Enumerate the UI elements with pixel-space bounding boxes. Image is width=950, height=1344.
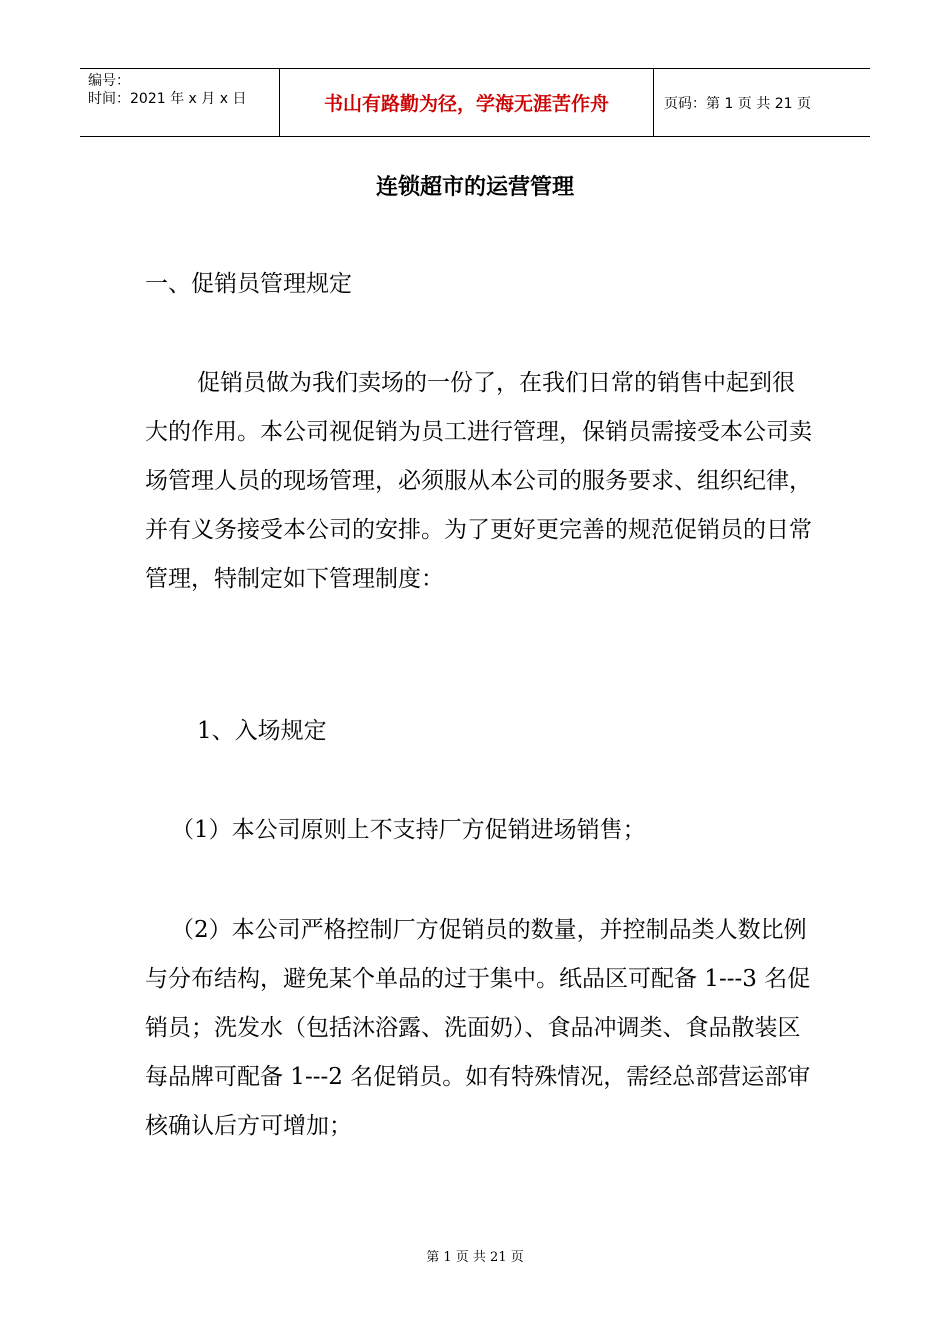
intro-paragraph: 促销员做为我们卖场的一份了，在我们日常的销售中起到很大的作用。本公司视促销为员工进行管理，保销员需接受本公司卖场管理人员的现场管理，必须服从本公司的服务要求、组织纪律，并有义务接受本公司的安排。为了更好更完善的规范促销员的日常管理，特制定如下管理制度： [145,370,812,592]
header-page-info: 页码：第 1 页 共 21 页 [664,95,811,112]
page-footer: 第 1 页 共 21 页 [426,1250,524,1265]
rule-item-1: （1）本公司原则上不支持厂方促销进场销售； [171,817,646,843]
header-date-label: 时间：2021 年 x 月 x 日 [88,91,247,107]
header-motto: 书山有路勤为径，学海无涯苦作舟 [280,69,654,136]
section-heading: 一、促销员管理规定 [145,271,352,297]
page-header [80,68,870,137]
header-meta [80,69,280,136]
subsection-heading: 1、入场规定 [197,718,327,744]
document-title: 连锁超市的运营管理 [375,175,574,200]
rule-item-2: （2）本公司严格控制厂方促销员的数量，并控制品类人数比例与分布结构，避免某个单品的过于集中。纸品区可配备 1---3 名促销员；洗发水（包括沐浴露、洗面奶）、食品冲调类、食品散装区每品牌可配备 1---2 名促销员。如有特殊情况，需经总部营运部审核确认后方可增加； [145,917,811,1139]
header-number-label: 编号： [88,73,130,89]
